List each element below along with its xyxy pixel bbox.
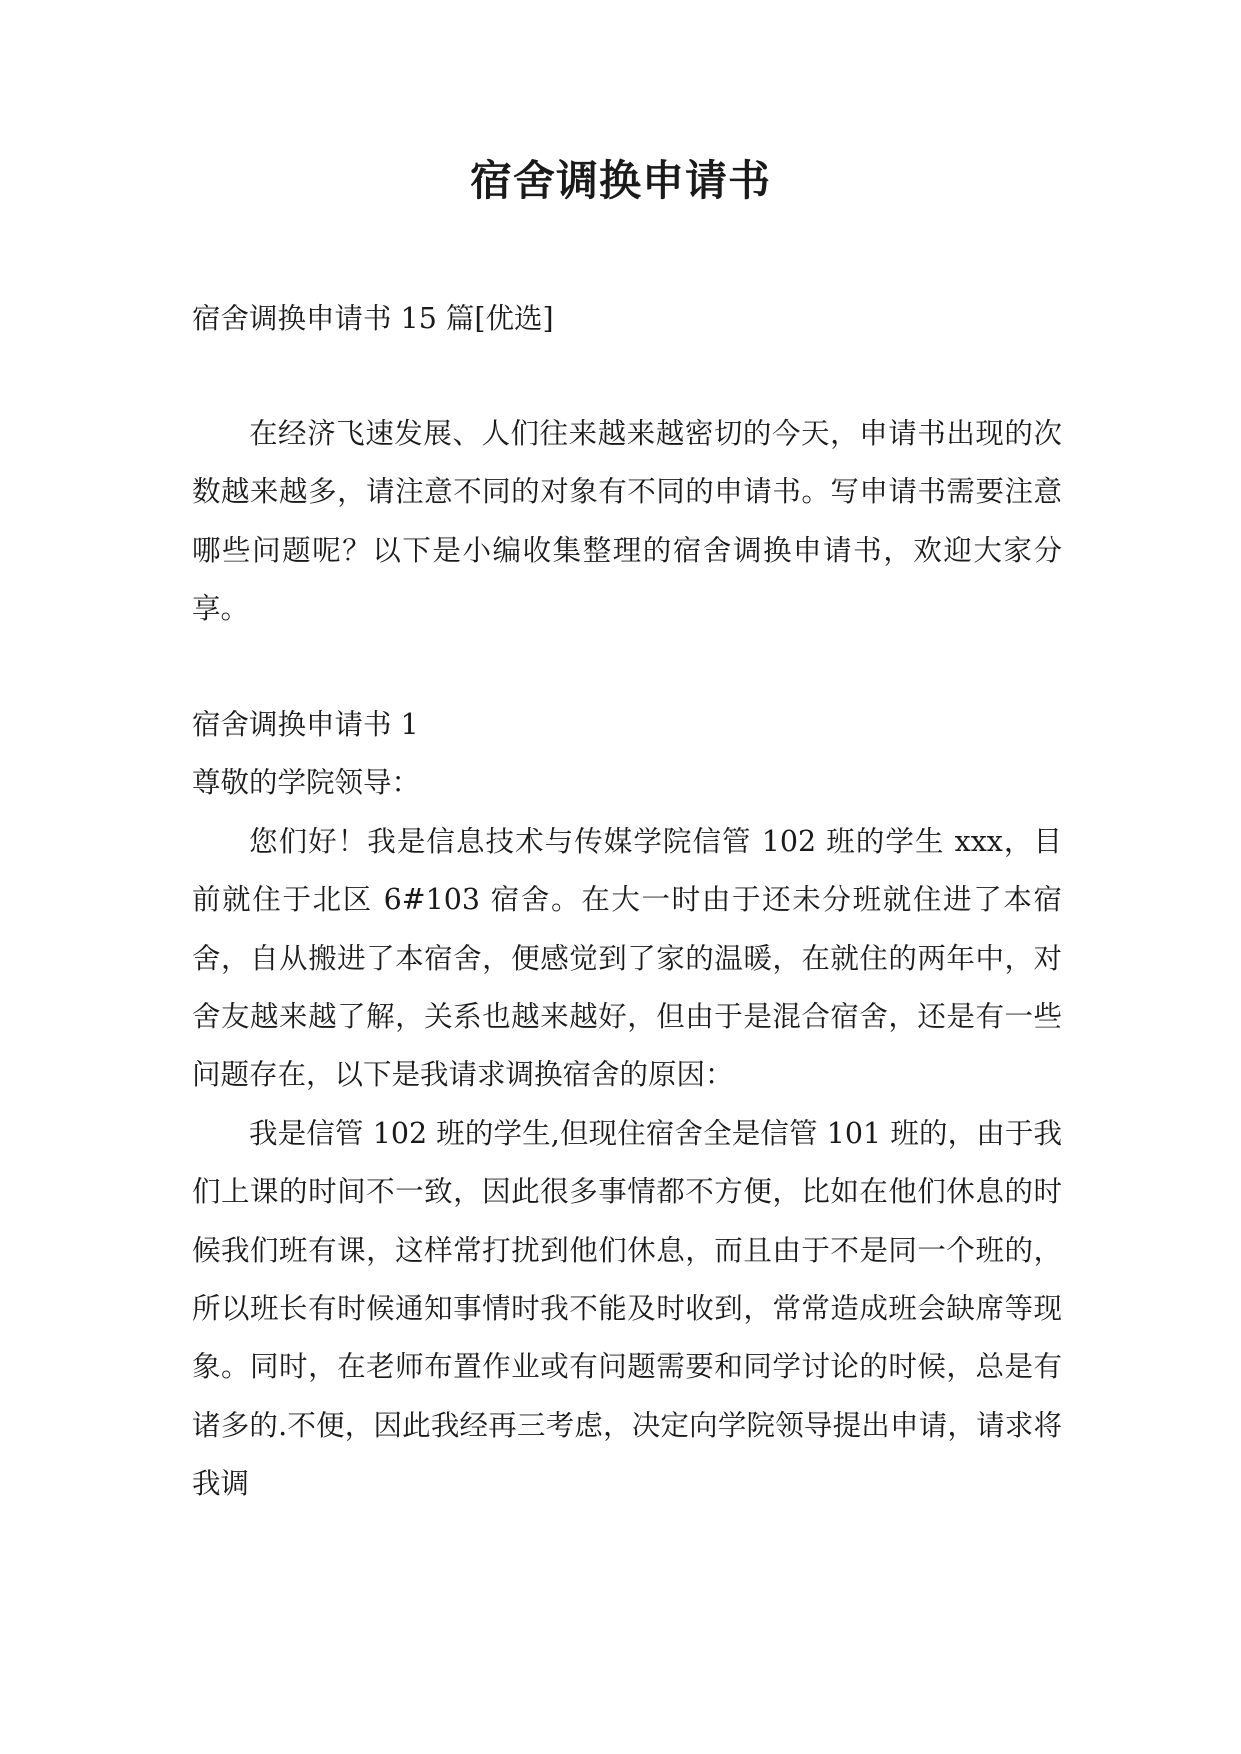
document-title: 宿舍调换申请书 xyxy=(469,156,771,205)
document-subtitle: 宿舍调换申请书 15 篇[优选] xyxy=(192,302,554,335)
section-heading: 宿舍调换申请书 1 xyxy=(192,708,419,741)
application-section-1 xyxy=(192,696,1062,1514)
body-paragraph-2: 我是信管 102 班的学生,但现住宿舍全是信管 101 班的，由于我们上课的时间不一致，因此很多事情都不方便，比如在他们休息的时候我们班有课，这样常打扰到他们休息，而且由于不是同一个班的，所以班长有时候通知事情时我不能及时收到，常常造成班会缺席等现象。同时，在老师布置作业或有问题需要和同学讨论的时候，总是有诸多的.不便，因此我经再三考虑，决定向学院领导提出申请，请求将我调 xyxy=(192,1116,1063,1501)
body-paragraph-1: 您们好！我是信息技术与传媒学院信管 102 班的学生 xxx，目前就住于北区 6#103 宿舍。在大一时由于还未分班就住进了本宿舍，自从搬进了本宿舍，便感觉到了家的温暖，在就住的两年中，对舍友越来越了解，关系也越来越好，但由于是混合宿舍，还是有一些问题存在，以下是我请求调换宿舍的原因： xyxy=(192,824,1062,1092)
salutation: 尊敬的学院领导： xyxy=(192,766,421,800)
intro-section xyxy=(192,405,1062,639)
intro-paragraph: 在经济飞速发展、人们往来越来越密切的今天，申请书出现的次数越来越多，请注意不同的对象有不同的申请书。写申请书需要注意哪些问题呢？以下是小编收集整理的宿舍调换申请书，欢迎大家分享。 xyxy=(192,417,1062,626)
